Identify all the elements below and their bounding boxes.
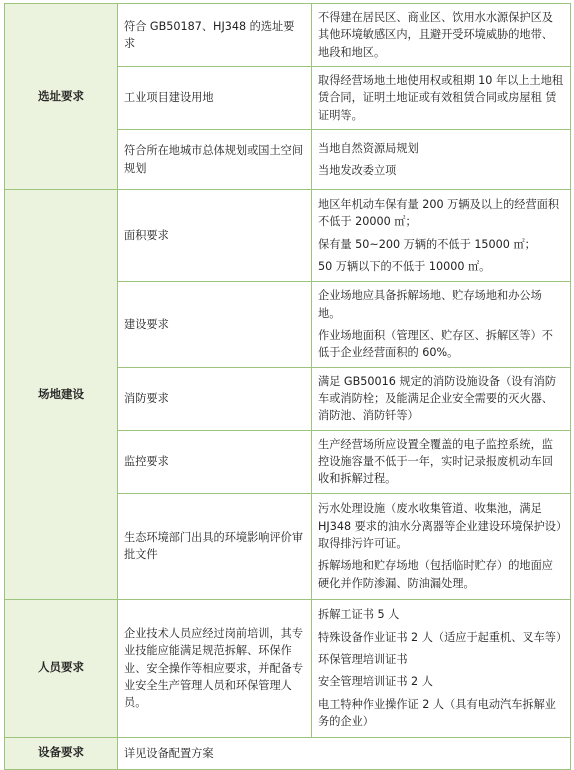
detail-line: 污水处理设施（废水收集管道、收集池，满足 HJ348 要求的油水分离器等企业建设环境保护设）取得排污许可证。	[318, 502, 562, 551]
detail-line: 地区年机动车保有量 200 万辆及以上的经营面积不低于 20000 ㎡；	[318, 197, 560, 229]
detail-line: 当地发改委立项	[318, 164, 397, 178]
item-cell: 监控要求	[118, 430, 312, 493]
detail-cell	[312, 190, 571, 282]
table-row	[5, 737, 571, 769]
detail-line: 拆解场地和贮存场地（包括临时贮存）的地面应硬化并作防渗漏、防油漏处理。	[318, 559, 553, 590]
detail-cell	[312, 430, 571, 493]
item-cell: 消防要求	[118, 367, 312, 430]
detail-line: 取得经营场地土地使用权或租期 10 年以上土地租赁合同，证明土地证或有效租赁合同或房屋租 赁证明等。	[318, 74, 564, 122]
item-cell: 面积要求	[118, 190, 312, 282]
detail-line: 电工特种作业操作证 2 人（具有电动汽车拆解业务的企业）	[318, 697, 556, 728]
item-cell: 详见设备配置方案	[118, 737, 571, 769]
item-cell: 符合 GB50187、HJ348 的选址要求	[118, 4, 312, 67]
table-row	[5, 190, 571, 282]
category-site-selection: 选址要求	[5, 4, 118, 190]
detail-line: 生产经营场所应设置全覆盖的电子监控系统，监控设施容量不低于一年，实时记录报废机动车回收和拆解过程。	[318, 437, 553, 486]
detail-line: 特殊设备作业证书 2 人（适应于起重机、叉车等）	[318, 630, 568, 644]
detail-cell	[312, 599, 571, 737]
detail-line: 安全管理培训证书 2 人	[318, 675, 433, 689]
table-row	[5, 599, 571, 737]
detail-line: 50 万辆以下的不低于 10000 ㎡。	[318, 260, 491, 274]
detail-cell	[312, 282, 571, 367]
item-cell: 建设要求	[118, 282, 312, 367]
category-site-construction: 场地建设	[5, 190, 118, 600]
detail-line: 满足 GB50016 规定的消防设施设备（设有消防车或消防栓；及能满足企业安全需要的灭火器、消防池、消防钎等）	[318, 374, 557, 423]
table-row	[5, 4, 571, 67]
detail-line: 当地自然资源局规划	[318, 141, 419, 155]
detail-cell	[312, 367, 571, 430]
detail-cell	[312, 493, 571, 599]
detail-line: 拆解工证书 5 人	[318, 608, 400, 622]
detail-cell	[312, 4, 571, 67]
item-cell: 符合所在地城市总体规划或国土空间规划	[118, 130, 312, 190]
detail-line: 企业场地应具备拆解场地、贮存场地和办公场地。	[318, 289, 542, 320]
requirements-table	[4, 3, 571, 770]
detail-line: 作业场地面积（管理区、贮存区、拆解区等）不低于企业经营面积的 60%。	[318, 328, 553, 360]
item-cell: 生态环境部门出具的环境影响评价审批文件	[118, 493, 312, 599]
detail-line: 环保管理培训证书	[318, 652, 408, 666]
item-cell: 企业技术人员应经过岗前培训，其专业技能应能满足规范拆解、环保作业、安全操作等相应要求，并配备专业安全生产管理人员和环保管理人员。	[118, 599, 312, 737]
detail-cell	[312, 67, 571, 130]
category-personnel: 人员要求	[5, 599, 118, 737]
detail-line: 保有量 50~200 万辆的不低于 15000 ㎡；	[318, 237, 536, 251]
category-equipment: 设备要求	[5, 737, 118, 769]
detail-line: 不得建在居民区、商业区、饮用水水源保护区及其他环境敏感区内，且避开受环境威胁的地带、地段和地区。	[318, 11, 553, 59]
item-cell: 工业项目建设用地	[118, 67, 312, 130]
detail-cell	[312, 130, 571, 190]
